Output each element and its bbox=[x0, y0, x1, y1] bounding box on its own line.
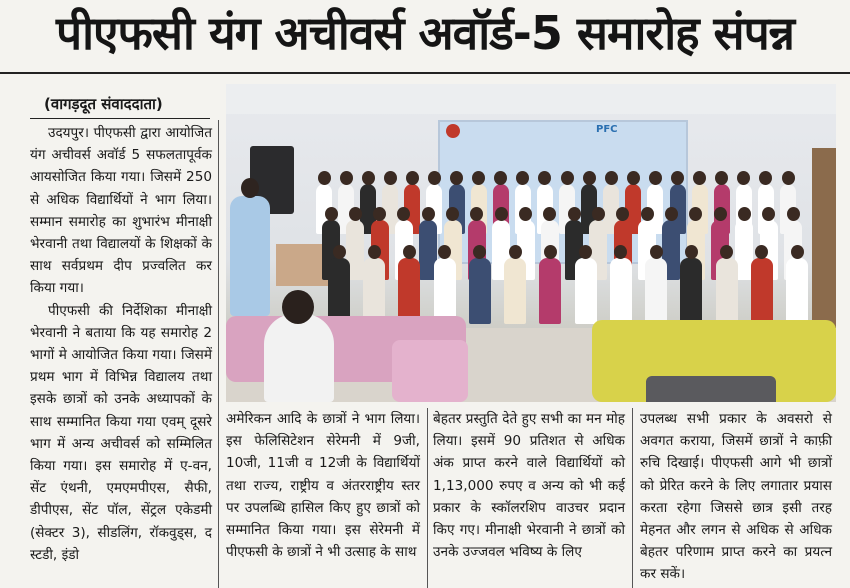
photo-student bbox=[716, 258, 738, 324]
photo-student bbox=[751, 258, 773, 324]
byline-rule bbox=[30, 118, 210, 119]
column-1-paragraph: पीएफसी की निर्देशिका मीनाक्षी भेरवानी ने बताया कि यह समारोह 2 भागों मे आयोजित किया गया। जिसमें प्रथम भाग में विभिन्न विद्यालय तथा इसके छात्रों को उनके अध्यापकों के साथ सम्मानित किया गया एवम् दूसरे भाग में अन्य अचीवर्स को सम्मिलित किया गया। इस समारोह में ए-वन, सेंट एंथनी, एमएमपीएस, सैफी, डीपीएस, सेंट पॉल, सेंट्रल एकेडमी (सेक्टर 3), सीडलिंग, रॉकवुड्स, द स्टडी, इंडो bbox=[30, 302, 212, 563]
photo-student bbox=[469, 258, 491, 324]
column-3 bbox=[433, 408, 625, 563]
column-1 bbox=[30, 122, 212, 566]
column-divider bbox=[218, 120, 219, 588]
headline-rule bbox=[0, 72, 850, 74]
photo-sofa bbox=[392, 340, 468, 402]
photo-group bbox=[316, 176, 796, 326]
photo-logo-icon bbox=[446, 124, 460, 138]
photo-student bbox=[645, 258, 667, 324]
column-4 bbox=[640, 408, 832, 586]
photo-student bbox=[786, 258, 808, 324]
photo-chair bbox=[646, 376, 776, 402]
event-photo bbox=[226, 84, 836, 402]
photo-person bbox=[230, 196, 270, 316]
column-divider bbox=[632, 408, 633, 588]
column-3-text: बेहतर प्रस्तुति देते हुए सभी का मन मोह लिया। इसमें 90 प्रतिशत से अधिक अंक प्राप्त करने वाले विद्यार्थियों को 1,13,000 रुपए व अन्य को भी कई प्रकार के स्कॉलरशिप वाउचर प्रदान किए गए। मीनाक्षी भेरवानी ने छात्रों को उनके उज्जवल भविष्य के लिए bbox=[433, 411, 625, 561]
photo-student bbox=[575, 258, 597, 324]
photo-student bbox=[398, 258, 420, 324]
photo-person-foreground bbox=[264, 314, 334, 402]
byline: (वागड़दूत संवाददाता) bbox=[44, 95, 163, 113]
headline: पीएफसी यंग अचीवर्स अवॉर्ड-5 समारोह संपन्न bbox=[55, 6, 794, 60]
column-4-text: उपलब्ध सभी प्रकार के अवसरो से अवगत कराया, जिसमें छात्रों ने काफ़ी रुचि दिखाई। पीएफसी आगे भी छात्रों को प्रेरित करने के लिए लगातार प्रयास करता रहेगा जिससे छात्र इसी तरह मेहनत और लगन से अधिक से अधिक बेहतर परिणाम प्राप्त करने का प्रयत्न कर सकें। bbox=[640, 411, 832, 583]
column-1-paragraph: उदयपुर। पीएफसी द्वारा आयोजित यंग अचीवर्स अवॉर्ड 5 सफलतापूर्वक आयसोजित किया गया। जिसमें 250 से अधिक विद्यार्थियों ने भाग लिया। सम्मान समारोह का शुभारंभ मीनाक्षी भेरवानी तथा विद्यालयों के शिक्षकों के साथ सर्वप्रथम दीप प्रज्वलित कर किया गया। bbox=[30, 125, 212, 297]
photo-student bbox=[610, 258, 632, 324]
photo-door bbox=[812, 148, 836, 338]
photo-student bbox=[680, 258, 702, 324]
column-2 bbox=[226, 408, 420, 563]
photo-student bbox=[328, 258, 350, 324]
photo-ceiling bbox=[226, 84, 836, 114]
photo-student bbox=[434, 258, 456, 324]
photo-student bbox=[363, 258, 385, 324]
photo-student bbox=[539, 258, 561, 324]
column-2-text: अमेरिकन आदि के छात्रों ने भाग लिया। इस फेलिसिटेशन सेरेमनी में 9जी, 10जी, 11जी व 12जी के विद्यार्थियों तथा राज्य, राष्ट्रीय व अंतरराष्ट्रीय स्तर पर उपलब्धि हासिल किए हुए छात्रों को सम्मानित किया गया। इस सेरेमनी में पीएफसी के छात्रों ने भी उत्साह के साथ bbox=[226, 411, 420, 561]
photo-student bbox=[504, 258, 526, 324]
photo-banner-text: PFC bbox=[596, 124, 618, 135]
column-divider bbox=[427, 408, 428, 588]
